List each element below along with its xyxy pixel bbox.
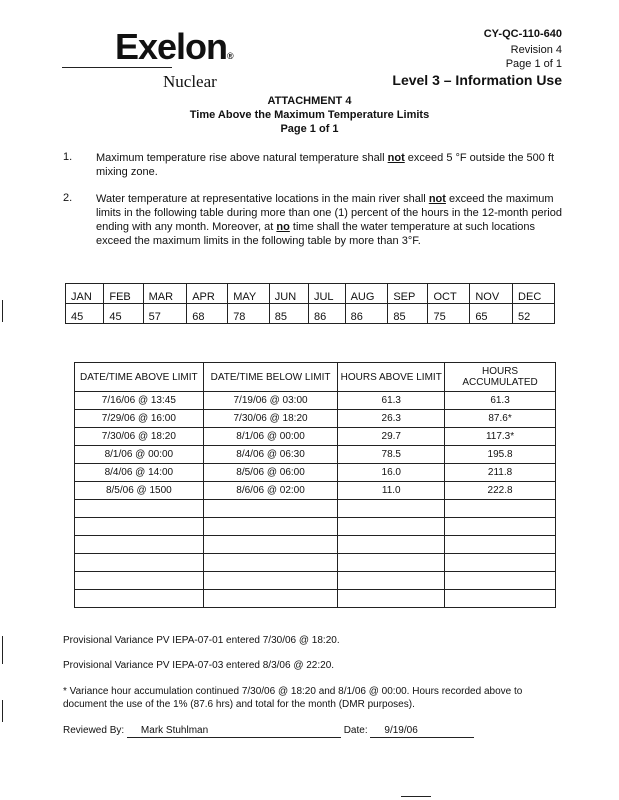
revision: Revision 4 [510, 44, 562, 56]
month-label: AUG [345, 284, 388, 304]
item-number: 1. [63, 151, 73, 163]
table-row [75, 482, 556, 500]
table-cell [445, 500, 556, 518]
table-cell: 61.3 [445, 392, 556, 410]
reviewed-label: Reviewed By: [63, 725, 125, 736]
reviewer-name: Mark Stuhlman [127, 724, 341, 738]
limit-value: 52 [513, 304, 555, 324]
limit-value: 78 [228, 304, 270, 324]
month-row [66, 284, 555, 304]
exceedance-log-table [74, 362, 556, 608]
date-label: Date: [343, 725, 368, 736]
table-cell: 7/29/06 @ 16:00 [75, 410, 204, 428]
monthly-limits-table [65, 283, 555, 324]
table-cell: 16.0 [338, 464, 445, 482]
month-label: APR [187, 284, 228, 304]
table-cell: 8/6/06 @ 02:00 [203, 482, 338, 500]
division-name: Nuclear [163, 72, 217, 91]
limit-value: 86 [308, 304, 345, 324]
column-header: HOURS ABOVE LIMIT [338, 363, 445, 392]
limit-value: 65 [470, 304, 513, 324]
table-row [75, 410, 556, 428]
limit-value: 45 [66, 304, 104, 324]
table-cell: 8/1/06 @ 00:00 [203, 428, 338, 446]
table-cell [445, 572, 556, 590]
table-cell [203, 536, 338, 554]
table-cell [75, 572, 204, 590]
table-cell [203, 572, 338, 590]
table-cell: 8/4/06 @ 06:30 [203, 446, 338, 464]
log-header-row [75, 363, 556, 392]
table-row [75, 464, 556, 482]
signature-block [63, 724, 563, 738]
registered-mark: ® [227, 51, 233, 61]
table-cell: 87.6* [445, 410, 556, 428]
month-label: MAR [143, 284, 187, 304]
table-cell [75, 590, 204, 608]
month-label: JUL [308, 284, 345, 304]
limit-row [66, 304, 555, 324]
table-cell [203, 500, 338, 518]
month-label: SEP [388, 284, 428, 304]
column-header: DATE/TIME BELOW LIMIT [203, 363, 338, 392]
table-row [75, 536, 556, 554]
table-cell: 11.0 [338, 482, 445, 500]
table-cell [75, 554, 204, 572]
table-row [75, 392, 556, 410]
exelon-logo: Exelon® [115, 26, 233, 67]
column-header: DATE/TIME ABOVE LIMIT [75, 363, 204, 392]
month-label: JAN [66, 284, 104, 304]
month-label: MAY [228, 284, 270, 304]
page-number: Page 1 of 1 [505, 58, 562, 70]
revision-bar [2, 636, 3, 664]
limit-value: 68 [187, 304, 228, 324]
attachment-page: Page 1 of 1 [280, 123, 339, 135]
table-cell [445, 554, 556, 572]
table-cell: 8/5/06 @ 06:00 [203, 464, 338, 482]
table-row [75, 518, 556, 536]
table-cell: 7/16/06 @ 13:45 [75, 392, 204, 410]
table-cell [338, 536, 445, 554]
page-mark [401, 796, 431, 797]
limit-value: 45 [104, 304, 143, 324]
table-row [75, 572, 556, 590]
table-cell: 7/30/06 @ 18:20 [75, 428, 204, 446]
table-cell: 61.3 [338, 392, 445, 410]
attachment-subtitle: Time Above the Maximum Temperature Limits [189, 109, 430, 121]
item-text: Water temperature at representative locations in the main river shall not exceed the maximum limits in the following table during more than one (1) percent of the hours in the 12-month period ending with any month. Moreover, at no time shall the water temperature at such locations exceed the maximum limits in the following table by more than 3°F. [96, 193, 562, 247]
table-cell: 117.3* [445, 428, 556, 446]
item-number: 2. [63, 192, 73, 204]
review-date: 9/19/06 [370, 724, 474, 738]
table-cell: 211.8 [445, 464, 556, 482]
item-text: Maximum temperature rise above natural temperature shall not exceed 5 °F outside the 500 ft mixing zone. [96, 152, 555, 178]
table-cell [445, 536, 556, 554]
table-cell [445, 518, 556, 536]
table-cell: 78.5 [338, 446, 445, 464]
limit-value: 75 [428, 304, 470, 324]
table-cell [75, 536, 204, 554]
column-header: HOURS ACCUMULATED [445, 363, 556, 392]
month-label: FEB [104, 284, 143, 304]
table-cell [338, 590, 445, 608]
limit-value: 57 [143, 304, 187, 324]
table-cell [338, 518, 445, 536]
log-body [75, 392, 556, 608]
table-row [75, 554, 556, 572]
document-number: CY-QC-110-640 [483, 28, 562, 40]
use-level: Level 3 – Information Use [392, 72, 562, 88]
table-cell: 26.3 [338, 410, 445, 428]
table-row [75, 500, 556, 518]
table-cell [203, 554, 338, 572]
variance-note: * Variance hour accumulation continued 7/30/06 @ 18:20 and 8/1/06 @ 00:00. Hours recorded above to document the use of the 1% (87.6 hrs) and total for the month (DMR purposes). [63, 686, 523, 710]
variance-1: Provisional Variance PV IEPA-07-01 entered 7/30/06 @ 18:20. [63, 635, 340, 646]
variance-2: Provisional Variance PV IEPA-07-03 entered 8/3/06 @ 22:20. [63, 660, 335, 671]
table-cell: 8/4/06 @ 14:00 [75, 464, 204, 482]
limit-value: 85 [269, 304, 308, 324]
table-cell [75, 518, 204, 536]
limit-value: 85 [388, 304, 428, 324]
table-cell: 29.7 [338, 428, 445, 446]
table-cell [75, 500, 204, 518]
table-cell [203, 518, 338, 536]
logo-rule [62, 67, 172, 68]
table-cell [338, 572, 445, 590]
table-cell: 222.8 [445, 482, 556, 500]
limit-value: 86 [345, 304, 388, 324]
table-cell [338, 554, 445, 572]
revision-bar [2, 300, 3, 322]
table-row [75, 446, 556, 464]
table-cell: 195.8 [445, 446, 556, 464]
month-label: NOV [470, 284, 513, 304]
attachment-title: ATTACHMENT 4 [267, 95, 352, 107]
table-row [75, 428, 556, 446]
table-cell: 8/1/06 @ 00:00 [75, 446, 204, 464]
table-cell [338, 500, 445, 518]
month-label: JUN [269, 284, 308, 304]
table-cell: 8/5/06 @ 1500 [75, 482, 204, 500]
table-cell: 7/30/06 @ 18:20 [203, 410, 338, 428]
table-cell: 7/19/06 @ 03:00 [203, 392, 338, 410]
table-cell [445, 590, 556, 608]
revision-bar [2, 700, 3, 722]
table-cell [203, 590, 338, 608]
month-label: DEC [513, 284, 555, 304]
month-label: OCT [428, 284, 470, 304]
table-row [75, 590, 556, 608]
